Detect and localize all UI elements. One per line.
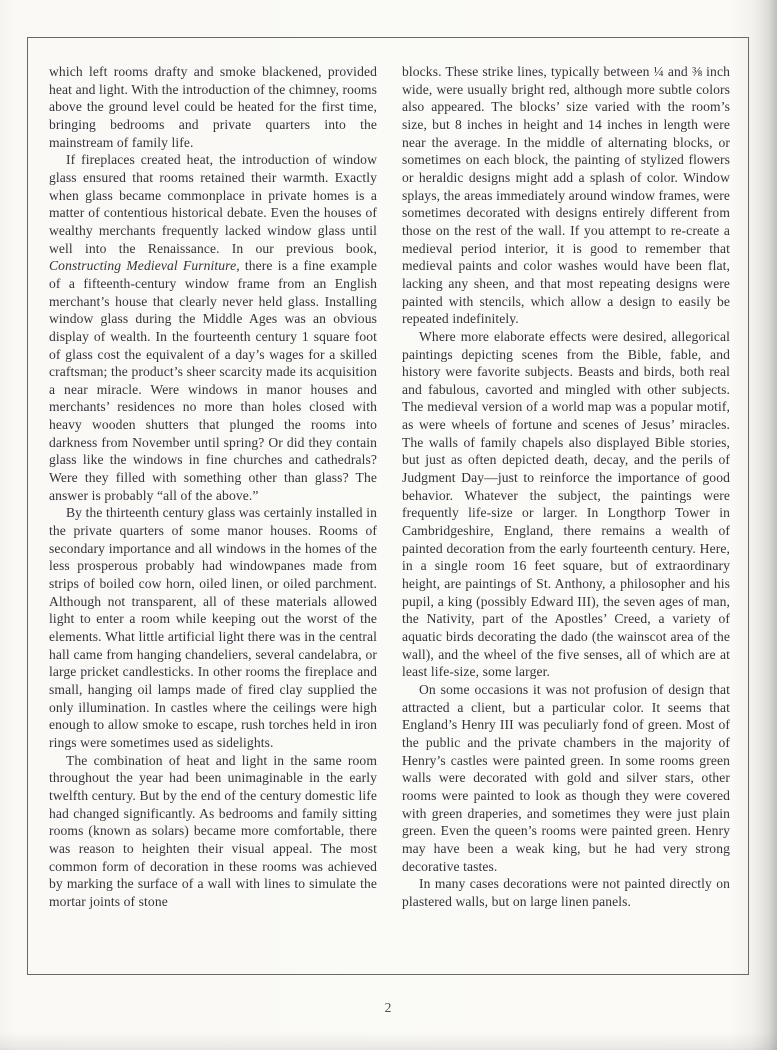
text-column-left bbox=[49, 63, 377, 951]
text-run: On some occasions it was not profusion of design that attracted a client, but a particular color. It seems that England’s Henry III was peculiarly fond of green. Most of the public and the private chambers in the majority of Henry’s castles were painted green. In some rooms green walls were decorated with gold and silver stars, other rooms were painted to look as though they were covered with green draperies, and sometimes they were just plain green. Even the queen’s rooms were painted green. Henry may have been a weak king, but he had very strong decorative tastes. bbox=[402, 681, 730, 874]
book-title-italic: Constructing Medieval Furniture, bbox=[49, 258, 240, 274]
paragraph bbox=[49, 504, 377, 751]
page-border-frame bbox=[27, 37, 749, 975]
paragraph bbox=[49, 151, 377, 504]
paragraph bbox=[402, 681, 730, 875]
text-run: which left rooms drafty and smoke blackened, provided heat and light. With the introduction of the chimney, rooms above the ground level could be heated for the first time, bringing bedrooms and private quarters into the mainstream of family life. bbox=[49, 64, 377, 150]
text-run: In many cases decorations were not painted directly on plastered walls, but on large linen panels. bbox=[402, 876, 730, 909]
scan-edge-shadow-bottom bbox=[0, 1032, 777, 1050]
paragraph bbox=[402, 328, 730, 681]
scan-edge-shadow-right bbox=[751, 0, 777, 1050]
text-run: Where more elaborate effects were desired, allegorical paintings depicting scenes from the Bible, fable, and history were favorite subjects. Beasts and birds, both real and fabulous, cavorted and mingled with other subjects. The medieval version of a world map was a popular motif, as were wheels of fortune and scenes of Jesus’ miracles. The walls of family chapels also displayed Bible stories, but just as often depicted death, decay, and the perils of Judgment Day—just to reinforce the importance of good behavior. Whatever the subject, the paintings were frequently life-size or larger. In Longthorp Tower in Cambridgeshire, England, there remains a wealth of painted decoration from the early fourteenth century. Here, in a single room 16 feet square, but of extraordinary height, are paintings of St. Anthony, a philosopher and his pupil, a king (possibly Edward III), the seven ages of man, the Nativity, part of the Apostles’ Creed, a variety of aquatic birds decorating the dado (the wainscot area of the wall), and the wheel of the five senses, all of which are at least life-size, some larger. bbox=[402, 328, 730, 680]
paragraph bbox=[402, 63, 730, 328]
paragraph bbox=[402, 875, 730, 910]
text-run: The combination of heat and light in the same room throughout the year had been unimaginable in the early twelfth century. But by the end of the century domestic life had changed significantly. As bedrooms and family sitting rooms (known as solars) became more comfortable, there was reason to heighten their visual appeal. The most common form of decoration in these rooms was achieved by marking the surface of a wall with lines to simulate the mortar joints of stone bbox=[49, 752, 377, 909]
page-number: 2 bbox=[384, 1000, 392, 1015]
text-area bbox=[49, 63, 730, 951]
text-run: By the thirteenth century glass was certainly installed in the private quarters of some manor houses. Rooms of secondary importance and all windows in the homes of the less prosperous probably had windowpanes made from strips of boiled cow horn, oiled linen, or oiled parchment. Although not transparent, all of these materials allowed light to enter a room while keeping out the worst of the elements. What little artificial light there was in the central hall came from hanging chandeliers, several candelabra, or large pricket candlesticks. In other rooms the fireplace and small, hanging oil lamps made of fired clay supplied the only illumination. In castles where the ceilings were high enough to allow smoke to escape, rush torches held in iron rings were sometimes used as sidelights. bbox=[49, 505, 377, 750]
text-run: blocks. These strike lines, typically between ¼ and ⅜ inch wide, were usually bright red, although more subtle colors also appeared. The blocks’ size varied with the room’s size, but 8 inches in height and 14 inches in length were near the average. In the middle of alternating blocks, or sometimes on each block, the painting of stylized flowers or heraldic designs might add a splash of color. Window splays, the areas immediately around window frames, were sometimes decorated with designs entirely different from those on the rest of the wall. If you attempt to re-create a medieval period interior, it is good to remember that medieval paints and color washes would have been flat, lacking any sheen, and that most repeating designs were painted with stencils, which allow a design to easily be repeated indefinitely. bbox=[402, 64, 730, 327]
paragraph bbox=[49, 63, 377, 151]
text-run: If fireplaces created heat, the introduction of window glass ensured that rooms retained their warmth. Exactly when glass became commonplace in private homes is a matter of contentious historical debate. Even the houses of wealthy merchants frequently lacked window glass until well into the Renaissance. In our previous book, bbox=[49, 152, 377, 256]
text-column-right bbox=[402, 63, 730, 951]
text-run: there is a fine example of a fifteenth-century window frame from an English merchant’s house that clearly never held glass. Installing window glass during the Middle Ages was an obvious display of wealth. In the fourteenth century 1 square foot of glass cost the equivalent of a day’s wages for a skilled craftsman; the product’s sheer scarcity made its acquisition a near miracle. Were windows in manor houses and merchants’ residences no more than holes closed with heavy wooden shutters that plunged the rooms into darkness from November until spring? Or did they contain glass like the windows in fine churches and cathedrals? Were they filled with something other than glass? The answer is probably “all of the above.” bbox=[49, 258, 377, 503]
paragraph bbox=[49, 752, 377, 911]
